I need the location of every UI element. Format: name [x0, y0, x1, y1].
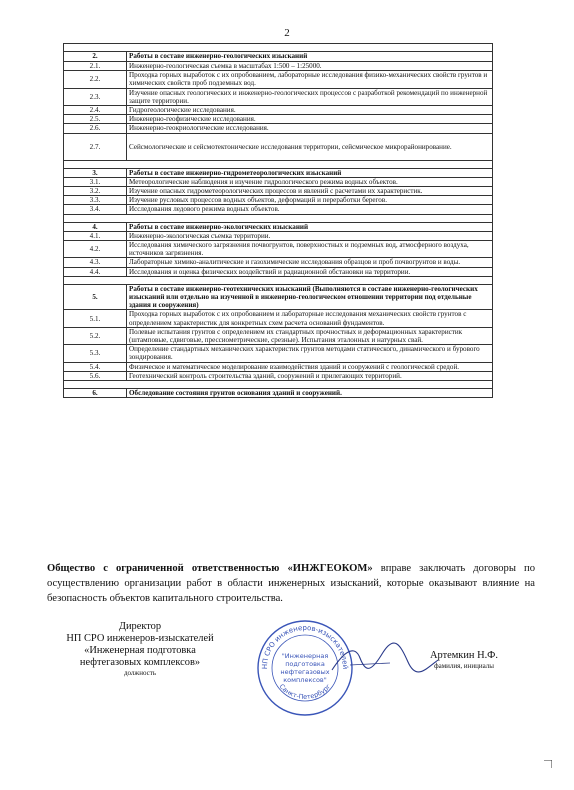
row-number: 3.3. — [64, 196, 127, 205]
row-text: Сейсмологические и сейсмотектонические исследования территории, сейсмическое микрорайонирование. — [127, 133, 493, 160]
row-text: Работы в составе инженерно-гидрометеорологических изысканий — [127, 168, 493, 177]
stamp-bottom-text: Санкт-Петербург — [277, 682, 333, 701]
table-section-header — [64, 389, 493, 398]
table-row — [64, 133, 493, 160]
table-row — [64, 241, 493, 258]
table-row — [64, 177, 493, 186]
stamp-outer-text: НП СРО инженеров-изыскателей — [260, 623, 350, 670]
table-row — [64, 106, 493, 115]
row-text: Обследование состояния грунтов основания зданий и сооружений. — [127, 389, 493, 398]
row-text: Инженерно-геофизические исследования. — [127, 115, 493, 124]
name-caption: фамилия, инициалы — [434, 662, 494, 670]
row-number: 3.4. — [64, 205, 127, 214]
signatory-full-name: Артемкин Н.Ф. — [430, 650, 498, 661]
row-number: 2.2. — [64, 71, 127, 88]
table-row — [64, 371, 493, 380]
table-row — [64, 258, 493, 267]
signatory-name — [404, 650, 524, 671]
row-text: Проходка горных выработок с их опробованием и лабораторные исследования механических свойств грунтов с определением характеристик для конкретных схем расчета оснований фундаментов. — [127, 310, 493, 327]
stamp-inner-line3: нефтегазовых — [280, 668, 330, 676]
row-number: 5.2. — [64, 327, 127, 344]
row-number: 3.2. — [64, 187, 127, 196]
row-number: 4.3. — [64, 258, 127, 267]
row-text: Исследования ледового режима водных объектов. — [127, 205, 493, 214]
table-row — [64, 62, 493, 71]
table-section-header — [64, 222, 493, 231]
row-text: Метеорологические наблюдения и изучение гидрологического режима водных объектов. — [127, 177, 493, 186]
position-line2: НП СРО инженеров-изыскателей — [66, 633, 214, 644]
page-number: 2 — [284, 27, 290, 39]
table-row — [64, 115, 493, 124]
position-line4: нефтегазовых комплексов» — [79, 657, 201, 668]
row-number: 2.1. — [64, 62, 127, 71]
table-row — [64, 231, 493, 240]
position-line3: «Инженерная подготовка — [84, 645, 196, 656]
row-number: 2.7. — [64, 133, 127, 160]
row-text: Работы в составе инженерно-экологических изысканий — [127, 222, 493, 231]
table-row — [64, 362, 493, 371]
table-section-header — [64, 284, 493, 310]
row-text: Проходка горных выработок с их опробованием, лабораторные исследования физико-механических свойств грунтов и химических свойств проб подземных вод. — [127, 71, 493, 88]
stamp-inner-line1: "Инженерная — [281, 652, 329, 660]
row-number: 2. — [64, 52, 127, 62]
table-row — [64, 71, 493, 88]
spacer-cell — [64, 44, 493, 52]
spacer-cell — [64, 160, 493, 168]
row-number: 4. — [64, 222, 127, 231]
row-number: 3.1. — [64, 177, 127, 186]
position-caption: должность — [123, 669, 157, 677]
table-row — [64, 88, 493, 105]
row-number: 5. — [64, 284, 127, 310]
table-spacer-row — [64, 44, 493, 52]
row-number: 4.1. — [64, 231, 127, 240]
row-number: 2.6. — [64, 124, 127, 133]
table-row — [64, 205, 493, 214]
row-text: Физическое и математическое моделирование взаимодействия зданий и сооружений с геологической средой. — [127, 362, 493, 371]
table-spacer-row — [64, 276, 493, 284]
corner-mark — [544, 760, 552, 768]
statement-part1: Общество с ограниченной ответственностью — [47, 563, 288, 574]
row-number: 5.1. — [64, 310, 127, 327]
table-row — [64, 327, 493, 344]
row-text: Гидрогеологические исследования. — [127, 106, 493, 115]
works-table — [63, 43, 493, 398]
row-text: Определение стандартных механических характеристик грунтов методами статического, динамического и бурового зондирования. — [127, 345, 493, 362]
row-text: Изучение опасных геологических и инженерно-геологических процессов с разработкой рекомендаций по инженерной защите территории. — [127, 88, 493, 105]
row-number: 2.4. — [64, 106, 127, 115]
position-line1: Директор — [118, 621, 162, 632]
row-text: Полевые испытания грунтов с определением их стандартных прочностных и деформационных характеристик (штамповые, сдвиговые, прессиометрические, срезные). Испытания эталонных и натурных свай. — [127, 327, 493, 344]
table-spacer-row — [64, 214, 493, 222]
table-spacer-row — [64, 160, 493, 168]
table-section-header — [64, 168, 493, 177]
row-number: 5.4. — [64, 362, 127, 371]
row-number: 5.6. — [64, 371, 127, 380]
statement-part2: вправе заключать договоры по осуществлению организации работ в области инженерных изысканий, которые оказывают влияние на безопасность объектов капитального строительства. — [47, 563, 535, 604]
svg-text:Санкт-Петербург — [278, 682, 333, 701]
row-text: Геотехнический контроль строительства зданий, сооружений и прилегающих территорий. — [127, 371, 493, 380]
spacer-cell — [64, 381, 493, 389]
table-row — [64, 196, 493, 205]
row-text: Изучение опасных гидрометеорологических процессов и явлений с расчетами их характеристик. — [127, 187, 493, 196]
row-number: 2.5. — [64, 115, 127, 124]
row-text: Инженерно-геокриологические исследования. — [127, 124, 493, 133]
company-statement — [47, 561, 535, 606]
row-number: 4.4. — [64, 267, 127, 276]
row-text: Работы в составе инженерно-геотехнических изысканий (Выполняются в составе инженерно-геологических изысканий или отдельно на изученной в инженерно-геологическом отношении территории под отдельные здания и сооружения) — [127, 284, 493, 310]
row-text: Работы в составе инженерно-геологических изысканий — [127, 52, 493, 62]
table-row — [64, 267, 493, 276]
spacer-cell — [64, 276, 493, 284]
stamp-inner-line4: комплексов" — [283, 676, 327, 684]
row-number: 5.3. — [64, 345, 127, 362]
table-section-header — [64, 52, 493, 62]
table-row — [64, 345, 493, 362]
table-spacer-row — [64, 381, 493, 389]
row-text: Изучение русловых процессов водных объектов, деформаций и переработки берегов. — [127, 196, 493, 205]
table-row — [64, 310, 493, 327]
company-name: «ИНЖГЕОКОМ» — [287, 563, 373, 574]
stamp-inner-line2: подготовка — [285, 660, 325, 668]
row-text: Инженерно-экологическая съемка территории. — [127, 231, 493, 240]
row-number: 6. — [64, 389, 127, 398]
spacer-cell — [64, 214, 493, 222]
signatory-position — [60, 621, 220, 678]
row-text: Исследования и оценка физических воздействий и радиационной обстановки на территории. — [127, 267, 493, 276]
row-number: 2.3. — [64, 88, 127, 105]
row-number: 4.2. — [64, 241, 127, 258]
table-row — [64, 124, 493, 133]
row-text: Лабораторные химико-аналитические и газохимические исследования образцов и проб почвогрунтов и воды. — [127, 258, 493, 267]
row-text: Исследования химического загрязнения почвогрунтов, поверхностных и подземных вод, атмосферного воздуха, источников загрязнения. — [127, 241, 493, 258]
row-text: Инженерно-геологическая съемка в масштабах 1:500 – 1:25000. — [127, 62, 493, 71]
row-number: 3. — [64, 168, 127, 177]
table-row — [64, 187, 493, 196]
